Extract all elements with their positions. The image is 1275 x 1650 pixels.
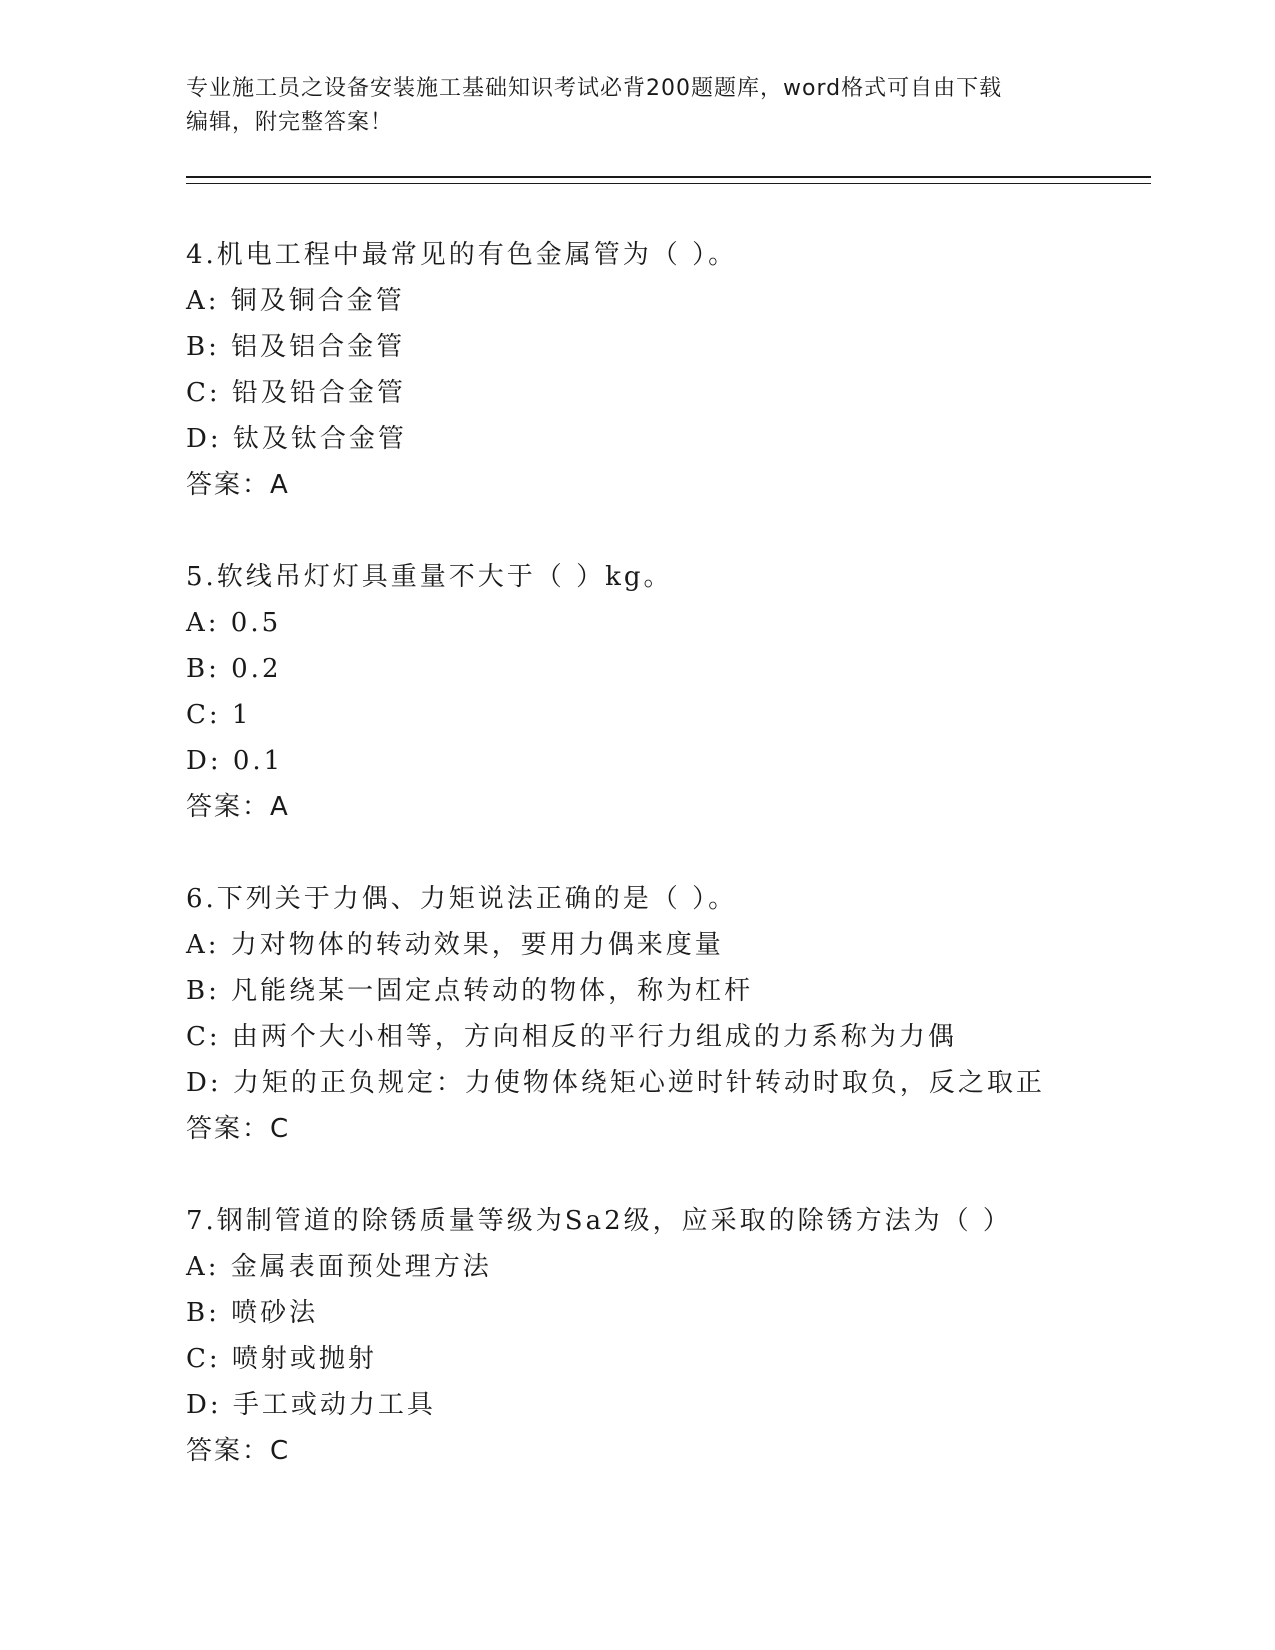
header-title-line-1: 专业施工员之设备安装施工基础知识考试必背200题题库，word格式可自由下载 <box>186 76 1003 101</box>
document-header <box>186 72 1086 140</box>
option-d: D: 手工或动力工具 <box>186 1390 436 1420</box>
header-divider <box>186 176 1151 184</box>
answer-key: 答案：A <box>186 470 290 500</box>
option-a: A: 铜及铜合金管 <box>186 286 405 316</box>
option-a: A: 0.5 <box>186 608 282 638</box>
question-item <box>186 554 1146 830</box>
answer-key: 答案：C <box>186 1436 291 1466</box>
option-c: C: 铅及铅合金管 <box>186 378 406 408</box>
option-a: A: 力对物体的转动效果，要用力偶来度量 <box>186 930 724 960</box>
header-title-line-2: 编辑，附完整答案！ <box>186 110 394 135</box>
question-list <box>186 232 1146 1520</box>
question-stem: 6.下列关于力偶、力矩说法正确的是（ ）。 <box>186 884 738 914</box>
option-a: A: 金属表面预处理方法 <box>186 1252 492 1282</box>
option-c: C: 由两个大小相等，方向相反的平行力组成的力系称为力偶 <box>186 1022 957 1052</box>
option-d: D: 力矩的正负规定：力使物体绕矩心逆时针转动时取负，反之取正 <box>186 1068 1045 1098</box>
option-d: D: 钛及钛合金管 <box>186 424 407 454</box>
answer-key: 答案：C <box>186 1114 291 1144</box>
option-b: B: 铝及铝合金管 <box>186 332 406 362</box>
option-d: D: 0.1 <box>186 746 284 776</box>
option-b: B: 0.2 <box>186 654 282 684</box>
question-stem: 4.机电工程中最常见的有色金属管为（ ）。 <box>186 240 738 270</box>
option-c: C: 1 <box>186 700 252 730</box>
option-b: B: 凡能绕某一固定点转动的物体，称为杠杆 <box>186 976 754 1006</box>
question-stem: 5.软线吊灯灯具重量不大于（ ）kg。 <box>186 562 673 592</box>
question-item <box>186 1198 1146 1474</box>
question-item <box>186 876 1146 1152</box>
question-item <box>186 232 1146 508</box>
question-stem: 7.钢制管道的除锈质量等级为Sa2级，应采取的除锈方法为（ ） <box>186 1206 1012 1236</box>
answer-key: 答案：A <box>186 792 290 822</box>
option-b: B: 喷砂法 <box>186 1298 319 1328</box>
option-c: C: 喷射或抛射 <box>186 1344 377 1374</box>
